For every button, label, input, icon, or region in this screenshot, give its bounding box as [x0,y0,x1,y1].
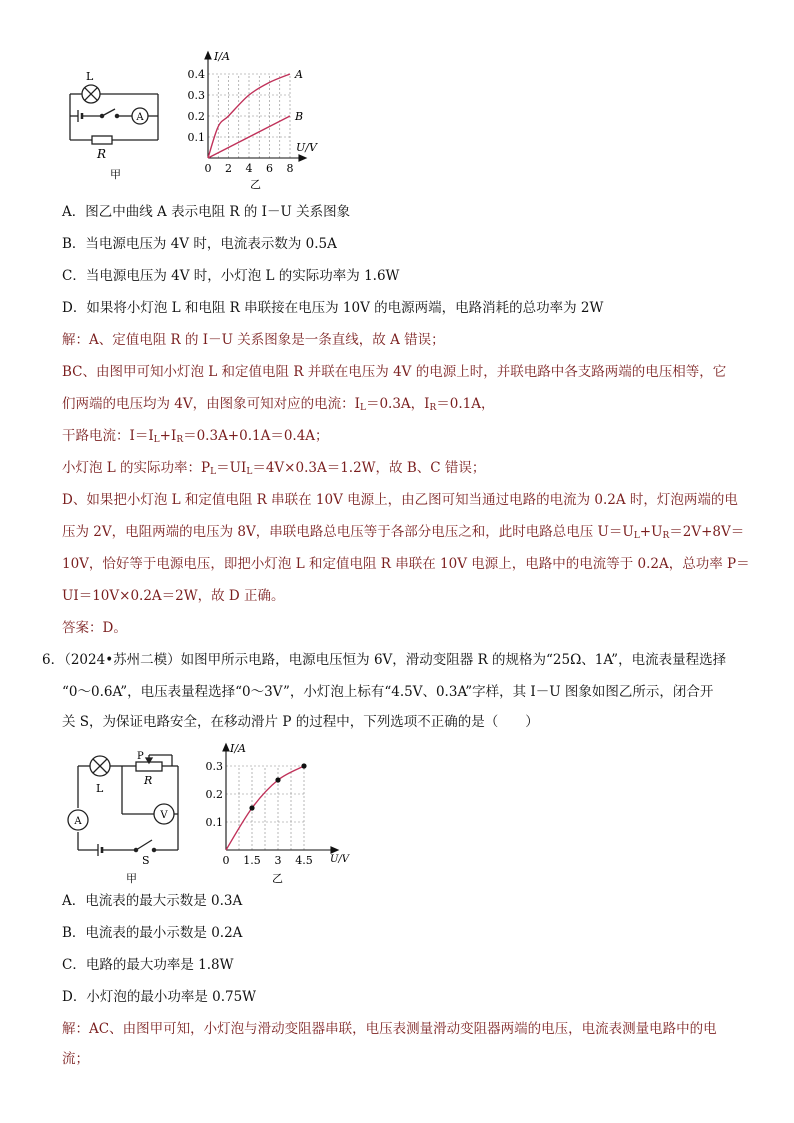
graph-caption: 乙 [250,178,261,191]
q5-answer: 答案：D。 [62,620,127,636]
y-tick-label: 0.3 [206,760,223,773]
x-tick-label: 0 [222,854,230,867]
q5-solution-line: BC、由图甲可知小灯泡 L 和定值电阻 R 并联在电压为 4V 的电源上时，并联电路中各支路两端的电压相等，它 [62,364,727,380]
data-point [275,777,280,782]
q5-solution-line: UI＝10V×0.2A＝2W，故 D 正确。 [62,588,285,604]
iu-graph-1 [180,48,330,192]
x-tick-label: 3 [274,854,282,867]
q6-option-c: C．电路的最大功率是 1.8W [62,957,234,973]
q5-solution-line: 干路电流：$I=I_L+I_R=0.3A+0.1A=0.4A$； [62,428,329,445]
voltmeter-label: V [160,810,168,821]
x-axis-label: U/V [330,854,350,865]
q5-solution-line: 压为 2V，电阻两端的电压为 8V，串联电路总电压等于各部分电压之和，此时电路总电压 $U=U_L+U_R=2V+8V=$ [62,524,745,541]
q6-stem-line: “0～0.6A”，电压表量程选择“0～3V”，小灯泡上标有“4.5V、0.3A”字样，其 I－U 图象如图乙所示，闭合开 [62,684,714,700]
q5-option-d: D．如果将小灯泡 L 和电阻 R 串联接在电压为 10V 的电源两端，电路消耗的总功率为 2W [62,300,604,316]
circuit-diagram-2 [60,750,200,888]
q6-stem-line: 关 S，为保证电路安全，在移动滑片 P 的过程中，下列选项不正确的是（ ） [62,714,539,730]
q5-option-b: B．当电源电压为 4V 时，电流表示数为 0.5A [62,236,337,252]
y-axis-label: I/A [230,742,246,755]
resistor-label: R [144,774,153,787]
x-tick-label: 2 [225,162,232,175]
curve-b-label: B [295,110,304,123]
q5-solution-line: D、如果把小灯泡 L 和定值电阻 R 串联在 10V 电源上，由乙图可知当通过电路的电流为 0.2A 时，灯泡两端的电 [62,492,738,508]
iu-graph-2 [206,740,366,890]
y-tick-label: 0.1 [187,131,205,144]
x-tick-label: 8 [286,162,294,175]
y-tick-label: 0.2 [206,788,223,801]
q6-solution-line: 解：AC、由图甲可知，小灯泡与滑动变阻器串联，电压表测量滑动变阻器两端的电压，电流表测量电路中的电 [62,1021,717,1037]
y-axis-label: I/A [214,50,230,63]
data-point [301,763,306,768]
resistor-label: R [97,147,107,161]
y-tick-label: 0.1 [206,816,223,829]
circuit-caption: 甲 [110,168,121,181]
q6-option-a: A．电流表的最大示数是 0.3A [62,893,243,909]
q5-solution-line: 解：A、定值电阻 R 的 I－U 关系图象是一条直线，故 A 错误； [62,332,445,348]
ammeter-label: A [136,112,144,123]
x-tick-label: 6 [266,162,273,175]
q6-option-b: B．电流表的最小示数是 0.2A [62,925,243,941]
q5-solution-line: 10V，恰好等于电源电压，即把小灯泡 L 和定值电阻 R 串联在 10V 电源上，电路中的电流等于 0.2A，总功率 P＝ [62,556,750,572]
ammeter-label: A [74,816,82,827]
q5-solution-line: 小灯泡 L 的实际功率：$P_L=UI_L=4V\times 0.3A=1.2W$，故 B、C 错误； [62,460,486,477]
curve-a-label: A [295,68,303,81]
circuit-diagram-1 [60,62,170,182]
q5-option-a: A．图乙中曲线 A 表示电阻 R 的 I－U 关系图象 [62,204,351,220]
y-tick-label: 0.2 [187,110,205,123]
x-tick-label: 4.5 [295,854,313,867]
switch-label: S [142,854,150,867]
slider-label: P [137,751,144,762]
q6-stem-line: 6．（2024•苏州二模）如图甲所示电路，电源电压恒为 6V，滑动变阻器 R 的规格为“25Ω、1A”，电流表量程选择 [42,652,727,668]
x-axis-label: U/V [296,141,317,154]
graph-caption: 乙 [272,872,283,885]
lamp-label: L [86,70,94,83]
data-point [249,805,254,810]
x-tick-label: 1.5 [243,854,261,867]
x-tick-label: 4 [245,162,253,175]
q6-option-d: D．小灯泡的最小功率是 0.75W [62,989,257,1005]
q6-solution-line: 流； [62,1051,89,1067]
q5-option-c: C．当电源电压为 4V 时，小灯泡 L 的实际功率为 1.6W [62,268,400,284]
q5-solution-line: 们两端的电压均为 4V，由图象可知对应的电流：$I_L=0.3A$，$I_R=0.1A$， [62,396,495,413]
circuit-caption: 甲 [126,872,137,885]
lamp-label: L [96,782,104,795]
y-tick-label: 0.3 [187,89,205,102]
y-tick-label: 0.4 [187,68,205,81]
x-tick-label: 0 [204,162,212,175]
